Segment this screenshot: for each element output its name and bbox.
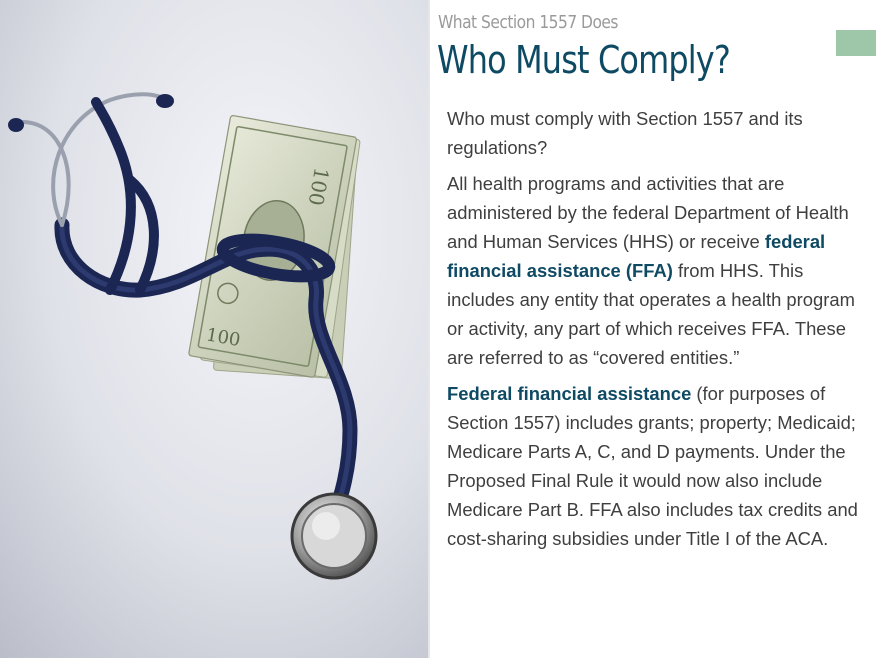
- stethoscope-money-photo: [0, 0, 430, 658]
- covered-entities-text-1: All health programs and activities that are administered by the federal Department of Health and Human Services (HHS) or receive: [447, 173, 849, 252]
- slide-body: [447, 104, 862, 560]
- question-paragraph: Who must comply with Section 1557 and its regulations?: [447, 108, 803, 158]
- ear-tip-right: [156, 94, 174, 108]
- ffa-definition-text: (for purposes of Section 1557) includes grants; property; Medicaid; Medicare Parts A, C, and D payments. Under the Proposed Final Rule it would now also include Medicare Part B. FFA also includes tax credits and cost-sharing subsidies under Title I of the ACA.: [447, 383, 858, 549]
- slide-title: Who Must Comply?: [437, 38, 730, 82]
- svg-text:100: 100: [204, 324, 242, 352]
- stethoscope-chest-piece: [292, 494, 376, 578]
- ear-tip-left: [8, 118, 24, 132]
- covered-entities-text-2: from HHS. This includes any entity that operates a health program or activity, any part of which receives FFA. These are referred to as “covered entities.”: [447, 260, 855, 368]
- panel-divider: [428, 0, 430, 658]
- ffa-definition-term: Federal financial assistance: [447, 383, 692, 404]
- ffa-term: federal financial assistance (FFA): [447, 231, 826, 281]
- svg-text:100: 100: [303, 165, 334, 208]
- ffa-definition-paragraph: [447, 379, 862, 553]
- slide-subtitle: What Section 1557 Does: [438, 12, 618, 33]
- covered-entities-paragraph: [447, 169, 862, 372]
- accent-block: [836, 30, 876, 56]
